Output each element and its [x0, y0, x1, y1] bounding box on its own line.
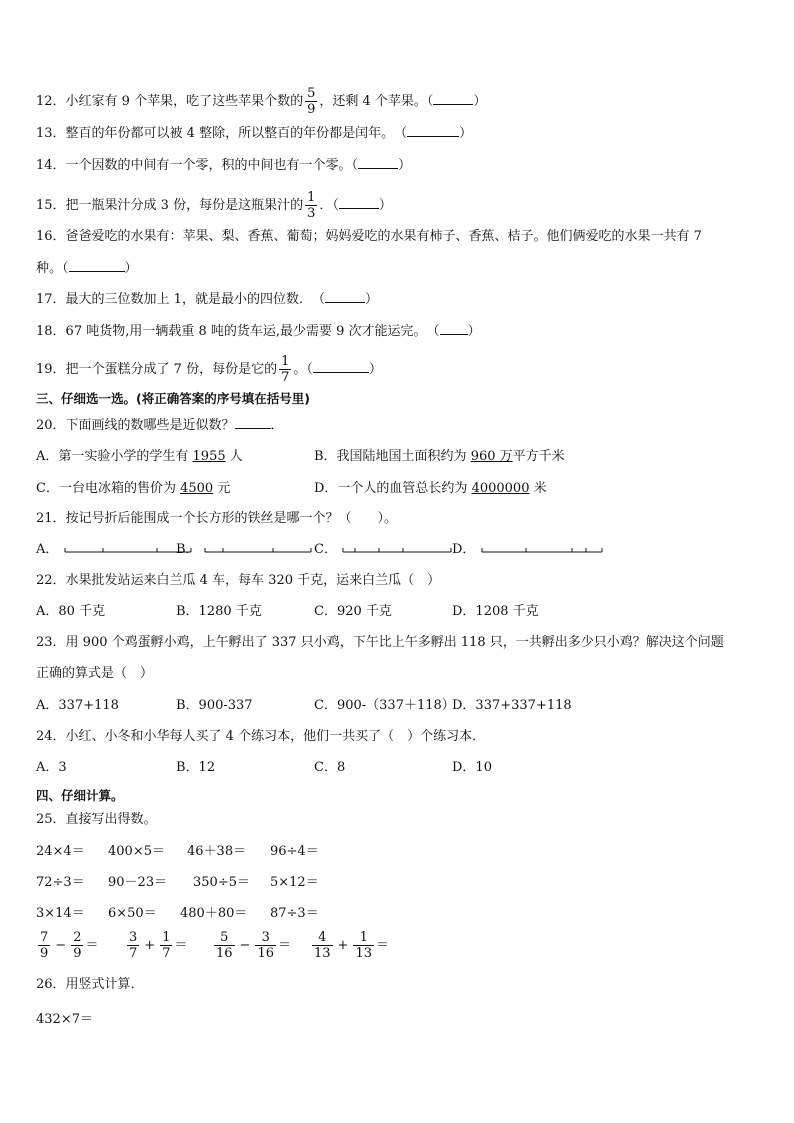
exercise[interactable]: 87÷3＝: [270, 906, 319, 921]
wire-b: [203, 545, 313, 555]
option-a[interactable]: A．: [36, 541, 193, 559]
exercise[interactable]: 96÷4＝: [270, 844, 319, 859]
section-title: 四、仔细计算。: [36, 788, 124, 803]
question-16-cont: 种。（ ）: [36, 261, 138, 276]
option-d[interactable]: D．337+337+118: [452, 698, 572, 713]
question-22: 22．水果批发站运来白兰瓜 4 车，每车 320 千克，运来白兰瓜（ ）: [36, 573, 441, 588]
fraction-exercise[interactable]: $\frac{4}{13}$ + $\frac{1}{13}$ ＝: [314, 930, 390, 961]
option-b[interactable]: B．1280 千克: [176, 604, 262, 619]
question-17: 17．最大的三位数加上 1，就是最小的四位数． （ ）: [36, 292, 378, 307]
option-c[interactable]: C．900-（337＋118）: [314, 698, 455, 713]
answer-blank[interactable]: [69, 259, 125, 272]
question-23-cont: 正确的算式是（ ）: [36, 666, 154, 681]
option-b[interactable]: B．12: [176, 760, 216, 775]
question-19: 19．把一个蛋糕分成了 7 份，每份是它的 $\frac{1}{7}$ 。（ ）: [36, 354, 382, 385]
option-a[interactable]: A．3: [36, 760, 67, 775]
question-26: 26．用竖式计算．: [36, 977, 144, 992]
exercise[interactable]: 90－23＝: [108, 875, 168, 890]
option-d[interactable]: D．1208 千克: [452, 604, 539, 619]
option-c[interactable]: C．920 千克: [314, 604, 392, 619]
exercise[interactable]: 6×50＝: [108, 906, 157, 921]
option-d[interactable]: D．: [452, 541, 604, 559]
question-25: 25．直接写出得数。: [36, 812, 157, 827]
fraction: $\frac{1}{3}$: [307, 190, 316, 221]
option-d[interactable]: D．10: [452, 760, 492, 775]
question-13: 13．整百的年份都可以被 4 整除，所以整百的年份都是闰年。 （ ）: [36, 126, 473, 141]
exercise[interactable]: 432×7＝: [36, 1012, 93, 1027]
question-14: 14．一个因数的中间有一个零，积的中间也有一个零。（ ）: [36, 158, 412, 173]
question-15: 15．把一瓶果汁分成 3 份，每份是这瓶果汁的 $\frac{1}{3}$ ．（ ）: [36, 190, 392, 221]
section-title: 三、仔细选一选。(将正确答案的序号填在括号里): [36, 391, 310, 406]
wire-a: [63, 545, 193, 555]
fraction-exercise[interactable]: $\frac{5}{16}$ − $\frac{3}{16}$ ＝: [216, 930, 292, 961]
wire-c: [341, 545, 453, 555]
question-16: 16．爸爸爱吃的水果有：苹果、梨、香蕉、葡萄；妈妈爱吃的水果有柿子、香蕉、桔子。他们俩爱吃的水果一共有 7: [36, 229, 702, 244]
question-23: 23．用 900 个鸡蛋孵小鸡，上午孵出了 337 只小鸡，下午比上午多孵出 118 只，一共孵出多少只小鸡？解决这个问题: [36, 635, 724, 650]
fraction: $\frac{5}{9}$: [307, 86, 316, 117]
answer-blank[interactable]: [358, 156, 398, 169]
answer-blank[interactable]: [339, 196, 379, 209]
option-c[interactable]: C．8: [314, 760, 346, 775]
option-a[interactable]: A．80 千克: [36, 604, 106, 619]
option-b[interactable]: B．900-337: [176, 698, 253, 713]
question-24: 24．小红、小冬和小华每人买了 4 个练习本，他们一共买了（ ）个练习本．: [36, 729, 486, 744]
option-c[interactable]: C．: [314, 541, 453, 559]
option-b[interactable]: B．: [176, 541, 313, 559]
exercise[interactable]: 5×12＝: [270, 875, 319, 890]
answer-blank[interactable]: [440, 322, 468, 335]
answer-blank[interactable]: [235, 416, 271, 429]
option-c[interactable]: C．一台电冰箱的售价为 4500 元: [36, 481, 231, 496]
exercise[interactable]: 46＋38＝: [187, 844, 247, 859]
question-18: 18．67 吨货物,用一辆载重 8 吨的货车运,最少需要 9 次才能运完。 （ ）: [36, 324, 481, 339]
exercise[interactable]: 24×4＝: [36, 844, 85, 859]
answer-blank[interactable]: [313, 360, 369, 373]
question-12: 12．小红家有 9 个苹果，吃了这些苹果个数的 $\frac{5}{9}$ ，还剩 4 个苹果。（ ）: [36, 86, 487, 117]
exercise[interactable]: 3×14＝: [36, 906, 85, 921]
option-a[interactable]: A．337+118: [36, 698, 119, 713]
fraction-exercise[interactable]: $\frac{3}{7}$ + $\frac{1}{7}$ ＝: [129, 930, 188, 961]
question-21: 21．按记号折后能围成一个长方形的铁丝是哪一个？（ ）。: [36, 511, 398, 526]
answer-blank[interactable]: [433, 92, 473, 105]
option-d[interactable]: D．一个人的血管总长约为 4000000 米: [314, 481, 547, 496]
fraction: $\frac{1}{7}$: [281, 354, 290, 385]
fraction-exercise[interactable]: $\frac{7}{9}$ − $\frac{2}{9}$ ＝: [40, 930, 99, 961]
exercise[interactable]: 72÷3＝: [36, 875, 85, 890]
option-a[interactable]: A．第一实验小学的学生有 1955 人: [36, 449, 243, 464]
question-20: 20．下面画线的数哪些是近似数？ ．: [36, 418, 284, 433]
answer-blank[interactable]: [407, 124, 459, 137]
wire-d: [480, 545, 604, 555]
exercise[interactable]: 480＋80＝: [180, 906, 248, 921]
option-b[interactable]: B．我国陆地国土面积约为 960 万平方千米: [314, 449, 565, 464]
answer-blank[interactable]: [325, 290, 365, 303]
exercise[interactable]: 350÷5＝: [193, 875, 250, 890]
exercise[interactable]: 400×5＝: [108, 844, 165, 859]
